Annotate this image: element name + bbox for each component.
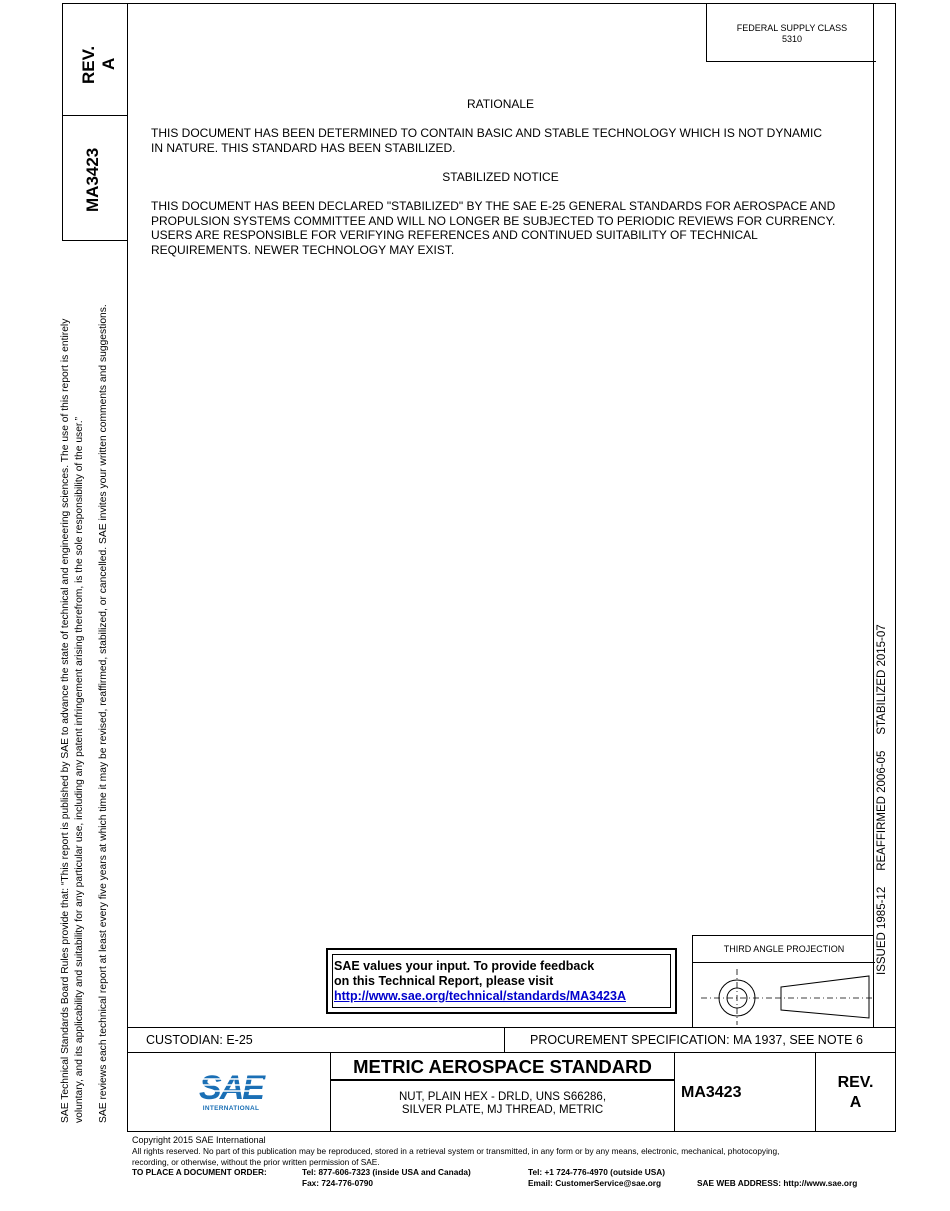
procurement-cell	[504, 1027, 896, 1053]
side-rev-box	[62, 3, 128, 116]
footer-web: SAE WEB ADDRESS: http://www.sae.org	[697, 1178, 858, 1188]
footer-order-label: TO PLACE A DOCUMENT ORDER:	[132, 1167, 267, 1177]
projection-box	[692, 935, 874, 1028]
side-notice-line1: SAE Technical Standards Board Rules provide that: “This report is published by SAE to advance the state of technical and engineering sciences. The use of this report is entirely	[60, 318, 71, 1123]
rev-cell	[815, 1052, 896, 1132]
footer-rights-line2: recording, or otherwise, without the prior written permission of SAE.	[132, 1157, 380, 1167]
projection-symbol-icon	[693, 963, 873, 1027]
logo-cell	[127, 1052, 331, 1132]
footer-rights-line1: All rights reserved. No part of this publication may be reproduced, stored in a retrieval system or transmitted, in any form or by any means, electronic, mechanical, photocopying,	[132, 1146, 780, 1156]
logo-sub-text: INTERNATIONAL	[202, 1105, 260, 1112]
feedback-line2: on this Technical Report, please visit	[334, 974, 554, 988]
side-rev-value: A	[99, 57, 118, 70]
supply-class-value: 5310	[781, 34, 803, 44]
feedback-box	[326, 948, 677, 1014]
custodian-text: CUSTODIAN: E-25	[146, 1033, 253, 1047]
footer-copyright: Copyright 2015 SAE International	[132, 1135, 266, 1145]
footer-tel-intl: Tel: +1 724-776-4970 (outside USA)	[528, 1167, 666, 1177]
feedback-line1: SAE values your input. To provide feedback	[334, 959, 595, 973]
side-notice-line3: SAE reviews each technical report at least every five years at which time it may be revised, reaffirmed, stabilized, or cancelled. SAE invites your written comments and suggestions.	[98, 304, 109, 1123]
supply-class-label: FEDERAL SUPPLY CLASS	[736, 23, 848, 33]
footer-fax: Fax: 724-776-0790	[302, 1178, 374, 1188]
stabilized-heading: STABILIZED NOTICE	[442, 170, 559, 184]
rationale-heading: RATIONALE	[466, 97, 535, 111]
description-line1: NUT, PLAIN HEX - DRLD, UNS S66286,	[398, 1091, 607, 1103]
description-line2: SILVER PLATE, MJ THREAD, METRIC	[401, 1104, 604, 1116]
side-notice-line2: voluntary, and its applicability and suitability for any particular use, including any patent infringement arising therefrom, is the sole responsibility of the user.”	[74, 416, 85, 1123]
custodian-cell	[127, 1027, 505, 1053]
title-divider	[331, 1079, 674, 1081]
side-doc-number: MA3423	[83, 147, 102, 212]
side-docnum-box	[62, 115, 128, 241]
title-block-rev-value: A	[849, 1094, 862, 1111]
frame-inner-right-line	[873, 3, 874, 1027]
title-cell	[330, 1052, 675, 1132]
title-block-doc-number: MA3423	[681, 1084, 742, 1101]
supply-class-box	[706, 3, 876, 62]
rationale-text: THIS DOCUMENT HAS BEEN DETERMINED TO CONTAIN BASIC AND STABLE TECHNOLOGY WHICH IS NOT DYNAMIC IN NATURE. THIS STANDARD HAS BEEN STABILIZED.	[151, 126, 822, 155]
footer-tel-us: Tel: 877-606-7323 (inside USA and Canada)	[302, 1167, 471, 1177]
feedback-link[interactable]: http://www.sae.org/technical/standards/MA3423A	[334, 989, 626, 1003]
issue-dates: ISSUED 1985-12 REAFFIRMED 2006-05 STABILIZED 2015-07	[876, 624, 888, 975]
title-block-rev-label: REV.	[837, 1074, 874, 1091]
side-rev-label: REV.	[79, 45, 98, 84]
projection-label: THIRD ANGLE PROJECTION	[723, 944, 845, 954]
standard-title: METRIC AEROSPACE STANDARD	[353, 1056, 652, 1077]
svg-text:SAE: SAE	[199, 1070, 263, 1107]
stabilized-text: THIS DOCUMENT HAS BEEN DECLARED "STABILIZED" BY THE SAE E-25 GENERAL STANDARDS FOR AEROSPACE AND PROPULSION SYSTEMS COMMITTEE AND WILL NO LONGER BE SUBJECTED TO PERIODIC REVIEWS FOR CURRENCY. USERS ARE RESPONSIBLE FOR VERIFYING REFERENCES AND CONTINUED SUITABILITY OF TECHNICAL REQUIREMENTS. NEWER TECHNOLOGY MAY EXIST.	[151, 199, 836, 257]
footer-email: Email: CustomerService@sae.org	[528, 1178, 662, 1188]
docnum-cell	[674, 1052, 816, 1132]
frame-right-line	[895, 3, 896, 1132]
procurement-text: PROCUREMENT SPECIFICATION: MA 1937, SEE NOTE 6	[530, 1033, 863, 1047]
